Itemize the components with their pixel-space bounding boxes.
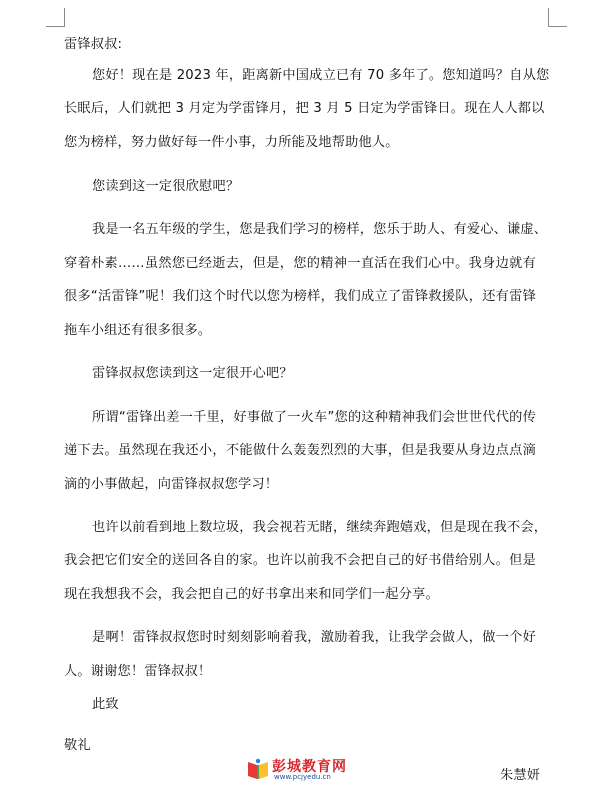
paragraph-line: 很多“活雷锋”呢！我们这个时代以您为榜样，我们成立了雷锋救援队，还有雷锋: [64, 289, 536, 304]
paragraph-line: 拖车小组还有很多很多。: [64, 323, 212, 338]
signature: 朱慧妍: [500, 768, 541, 783]
paragraph-line: 人。谢谢您！雷锋叔叔！: [64, 664, 212, 679]
paragraph-line: 我是一名五年级的学生，您是我们学习的榜样，您乐于助人、有爱心、谦虚、: [92, 222, 548, 237]
paragraph-line: 穿着朴素……虽然您已经逝去，但是，您的精神一直活在我们心中。我身边就有: [64, 256, 536, 271]
books-icon: [246, 758, 270, 780]
watermark-name: 彭城教育网: [272, 759, 347, 775]
margin-corner-marker: [548, 8, 567, 27]
paragraph-line: 雷锋叔叔您读到这一定很开心吧？: [92, 366, 293, 381]
salutation: 雷锋叔叔:: [64, 37, 123, 52]
margin-corner-marker: [46, 8, 65, 27]
paragraph-line: 长眠后，人们就把 3 月定为学雷锋月，把 3 月 5 日定为学雷锋日。现在人人都以: [64, 101, 545, 116]
paragraph-line: 您好！现在是 2023 年，距离新中国成立已有 70 多年了。您知道吗？自从您: [92, 68, 550, 83]
paragraph-line: 是啊！雷锋叔叔您时时刻刻影响着我，激励着我，让我学会做人，做一个好: [92, 630, 536, 645]
paragraph-line: 所谓“雷锋出差一千里，好事做了一火车”您的这种精神我们会世世代代的传: [92, 410, 536, 425]
paragraph-line: 您为榜样，努力做好每一件小事，力所能及地帮助他人。: [64, 135, 399, 150]
salute-text: 敬礼: [64, 738, 91, 753]
paragraph-line: 递下去。虽然现在我还小，不能做什么轰轰烈烈的大事，但是我要从身边点点滴: [64, 443, 536, 458]
watermark-url: www.pcjyedu.cn: [274, 773, 331, 781]
paragraph-line: 我会把它们安全的送回各自的家。也许以前我不会把自己的好书借给别人。但是: [64, 553, 536, 568]
paragraph-line: 您读到这一定很欣慰吧？: [92, 179, 240, 194]
watermark-logo: [246, 754, 396, 784]
paragraph-line: 也许以前看到地上数垃圾，我会视若无睹，继续奔跑嬉戏，但是现在我不会，: [92, 520, 548, 535]
paragraph-line: 现在我想我不会，我会把自己的好书拿出来和同学们一起分享。: [64, 587, 439, 602]
paragraph-line: 滴的小事做起，向雷锋叔叔您学习！: [64, 477, 279, 492]
closing-text: 此致: [92, 697, 119, 712]
